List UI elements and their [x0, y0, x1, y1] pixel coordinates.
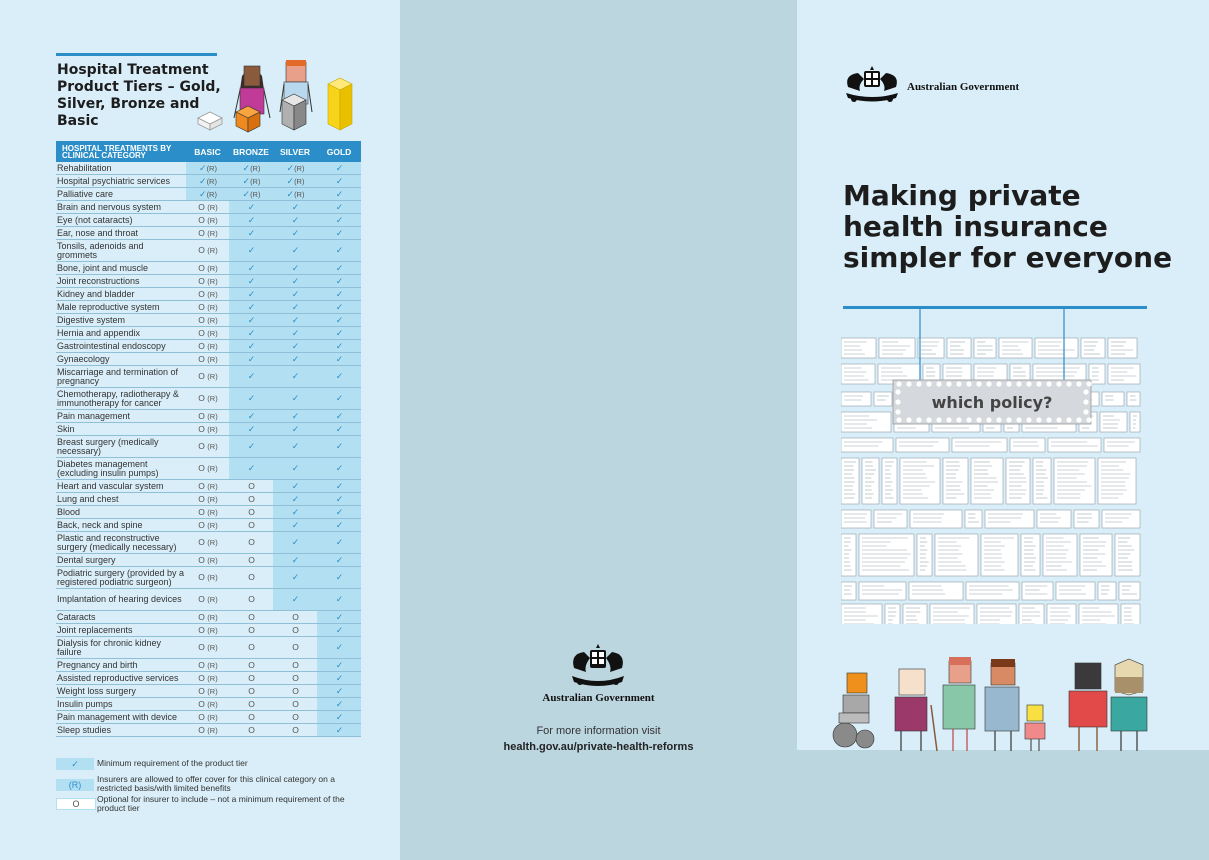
category-name: Cataracts — [56, 611, 186, 624]
basic-cell: O (R) — [186, 532, 229, 554]
silver-cell: ✓ — [273, 275, 317, 288]
legend-r-text: Insurers are allowed to offer cover for this clinical category on a restricted basis/with limited benefits — [97, 774, 335, 793]
silver-cell: ✓ — [273, 366, 317, 388]
table-row — [56, 288, 361, 301]
category-name: Pregnancy and birth — [56, 659, 186, 672]
table-row — [56, 480, 361, 493]
basic-cell: O (R) — [186, 458, 229, 480]
table-row — [56, 214, 361, 227]
silver-cell: ✓ — [273, 227, 317, 240]
bronze-figure — [234, 66, 270, 132]
gold-cell: ✓ — [317, 659, 361, 672]
table-row — [56, 175, 361, 188]
bronze-cell: O — [229, 637, 273, 659]
bronze-cell: O — [229, 672, 273, 685]
gold-cell: ✓ — [317, 506, 361, 519]
silver-cell: ✓ — [273, 353, 317, 366]
table-row — [56, 275, 361, 288]
legend-r-swatch: (R) — [56, 779, 94, 791]
gold-cell: ✓ — [317, 288, 361, 301]
basic-cell: O (R) — [186, 685, 229, 698]
sign-text: which policy? — [931, 393, 1053, 412]
category-name: Chemotherapy, radiotherapy & immunotherapy for cancer — [56, 388, 186, 410]
silver-cell: ✓ — [273, 436, 317, 458]
bronze-cell: O — [229, 519, 273, 532]
category-name: Rehabilitation — [56, 162, 186, 175]
basic-cell: ✓(R) — [186, 175, 229, 188]
gold-cell: ✓ — [317, 227, 361, 240]
category-name: Gastrointestinal endoscopy — [56, 340, 186, 353]
basic-cell: O (R) — [186, 423, 229, 436]
silver-cell: ✓ — [273, 388, 317, 410]
silver-cell: O — [273, 672, 317, 685]
category-name: Miscarriage and termination of pregnancy — [56, 366, 186, 388]
category-name: Pain management — [56, 410, 186, 423]
gold-cell: ✓ — [317, 436, 361, 458]
info-url-link[interactable]: health.gov.au/private-health-reforms — [503, 741, 694, 753]
basic-cell: O (R) — [186, 480, 229, 493]
category-name: Digestive system — [56, 314, 186, 327]
basic-cell: O (R) — [186, 698, 229, 711]
wheelchair-person — [833, 673, 874, 748]
headline: Making private health insurance simpler for everyone — [843, 179, 1173, 274]
middle-panel — [400, 0, 797, 860]
coat-of-arms-icon — [568, 642, 628, 692]
table-row — [56, 314, 361, 327]
category-name: Lung and chest — [56, 493, 186, 506]
bronze-cell: ✓ — [229, 410, 273, 423]
table-row — [56, 506, 361, 519]
basic-cell: O (R) — [186, 659, 229, 672]
bronze-cell: ✓ — [229, 214, 273, 227]
category-name: Male reproductive system — [56, 301, 186, 314]
basic-cell: O (R) — [186, 275, 229, 288]
category-name: Ear, nose and throat — [56, 227, 186, 240]
silver-cell: ✓ — [273, 567, 317, 589]
basic-cell: O (R) — [186, 214, 229, 227]
basic-cell: O (R) — [186, 262, 229, 275]
table-row — [56, 353, 361, 366]
table-header-row — [56, 141, 361, 162]
table-row — [56, 188, 361, 201]
government-name: Australian Government — [907, 81, 1020, 93]
silver-cell: ✓(R) — [273, 188, 317, 201]
legend-o-text: Optional for insurer to include – not a minimum requirement of the product tier — [97, 794, 345, 813]
bronze-cell: O — [229, 554, 273, 567]
gold-cell: ✓ — [317, 458, 361, 480]
basic-cell: O (R) — [186, 340, 229, 353]
category-name: Insulin pumps — [56, 698, 186, 711]
gold-cell: ✓ — [317, 711, 361, 724]
category-name: Heart and vascular system — [56, 480, 186, 493]
bronze-cell: ✓ — [229, 366, 273, 388]
tier-figures-illustration — [190, 56, 365, 140]
family-group — [943, 657, 1045, 751]
category-name: Tonsils, adenoids and grommets — [56, 240, 186, 262]
category-name: Dental surgery — [56, 554, 186, 567]
gold-cell: ✓ — [317, 698, 361, 711]
silver-cell: ✓ — [273, 532, 317, 554]
table-row — [56, 327, 361, 340]
silver-cell: ✓ — [273, 214, 317, 227]
elderly-person — [895, 669, 937, 751]
gold-cell: ✓ — [317, 175, 361, 188]
bronze-cell: O — [229, 589, 273, 611]
table-row — [56, 162, 361, 175]
bronze-cell: ✓(R) — [229, 175, 273, 188]
table-row — [56, 240, 361, 262]
category-name: Blood — [56, 506, 186, 519]
silver-cell: ✓ — [273, 201, 317, 214]
bronze-cell: ✓ — [229, 262, 273, 275]
gold-cell: ✓ — [317, 480, 361, 493]
gold-cell: ✓ — [317, 637, 361, 659]
gold-cell: ✓ — [317, 672, 361, 685]
people-illustration — [831, 655, 1171, 755]
basic-cell: O (R) — [186, 493, 229, 506]
bronze-cell: O — [229, 698, 273, 711]
category-name: Joint replacements — [56, 624, 186, 637]
bronze-cell: ✓ — [229, 458, 273, 480]
category-name: Breast surgery (medically necessary) — [56, 436, 186, 458]
table-row — [56, 519, 361, 532]
gold-cell: ✓ — [317, 724, 361, 737]
table-row — [56, 366, 361, 388]
bronze-cell: O — [229, 567, 273, 589]
basic-cell: O (R) — [186, 227, 229, 240]
basic-cell: O (R) — [186, 410, 229, 423]
legend-o-swatch: O — [56, 798, 96, 810]
silver-cell: O — [273, 724, 317, 737]
table-row — [56, 611, 361, 624]
silver-cell: ✓ — [273, 519, 317, 532]
gold-cell: ✓ — [317, 532, 361, 554]
category-name: Skin — [56, 423, 186, 436]
silver-cell: ✓ — [273, 493, 317, 506]
bronze-cell: ✓(R) — [229, 188, 273, 201]
header-basic: BASIC — [186, 141, 229, 162]
woman-red — [1069, 663, 1107, 751]
person-teal — [1111, 659, 1147, 751]
gold-cell: ✓ — [317, 275, 361, 288]
bronze-cell: ✓ — [229, 353, 273, 366]
bronze-cell: O — [229, 685, 273, 698]
gold-cell: ✓ — [317, 685, 361, 698]
gold-cell: ✓ — [317, 201, 361, 214]
category-name: Sleep studies — [56, 724, 186, 737]
table-row — [56, 436, 361, 458]
silver-cell: ✓(R) — [273, 175, 317, 188]
silver-cell: O — [273, 659, 317, 672]
table-row — [56, 458, 361, 480]
category-name: Plastic and reconstructive surgery (medically necessary) — [56, 532, 186, 554]
basic-cell: O (R) — [186, 519, 229, 532]
basic-cell: O (R) — [186, 637, 229, 659]
table-row — [56, 637, 361, 659]
basic-cell: O (R) — [186, 327, 229, 340]
basic-cell: O (R) — [186, 314, 229, 327]
gold-cell: ✓ — [317, 611, 361, 624]
bronze-cell: O — [229, 624, 273, 637]
right-bottom-band — [797, 750, 1209, 860]
bronze-cell: O — [229, 659, 273, 672]
table-row — [56, 698, 361, 711]
category-name: Hernia and appendix — [56, 327, 186, 340]
basic-cell: ✓(R) — [186, 162, 229, 175]
silver-cell: O — [273, 711, 317, 724]
table-row — [56, 410, 361, 423]
bronze-cell: O — [229, 711, 273, 724]
category-name: Joint reconstructions — [56, 275, 186, 288]
category-name: Kidney and bladder — [56, 288, 186, 301]
silver-cell: ✓(R) — [273, 162, 317, 175]
bronze-cell: ✓ — [229, 327, 273, 340]
silver-cell: O — [273, 698, 317, 711]
policy-documents-illustration — [841, 308, 1147, 624]
table-row — [56, 201, 361, 214]
basic-cell: O (R) — [186, 301, 229, 314]
hospital-treatment-tiers-table — [56, 141, 361, 737]
basic-cell: ✓(R) — [186, 188, 229, 201]
gold-cell: ✓ — [317, 423, 361, 436]
bronze-cell: O — [229, 532, 273, 554]
gold-cell: ✓ — [317, 493, 361, 506]
table-row — [56, 493, 361, 506]
bronze-cell: ✓ — [229, 388, 273, 410]
gold-cell: ✓ — [317, 353, 361, 366]
table-row — [56, 589, 361, 611]
header-silver: SILVER — [273, 141, 317, 162]
table-row — [56, 423, 361, 436]
basic-cell: O (R) — [186, 724, 229, 737]
gold-cell: ✓ — [317, 301, 361, 314]
bronze-cell: O — [229, 611, 273, 624]
bronze-cell: ✓ — [229, 436, 273, 458]
category-name: Implantation of hearing devices — [56, 589, 186, 611]
gold-cell: ✓ — [317, 624, 361, 637]
silver-cell: ✓ — [273, 423, 317, 436]
table-row — [56, 567, 361, 589]
gold-cell: ✓ — [317, 388, 361, 410]
bronze-cell: ✓ — [229, 340, 273, 353]
gold-cell: ✓ — [317, 567, 361, 589]
gold-cell: ✓ — [317, 554, 361, 567]
table-row — [56, 711, 361, 724]
gold-cell: ✓ — [317, 314, 361, 327]
table-row — [56, 532, 361, 554]
left-panel — [0, 0, 400, 860]
government-name: Australian Government — [542, 692, 655, 704]
category-name: Back, neck and spine — [56, 519, 186, 532]
header-category: HOSPITAL TREATMENTS BY CLINICAL CATEGORY — [56, 141, 186, 162]
silver-cell: ✓ — [273, 314, 317, 327]
header-bronze: BRONZE — [229, 141, 273, 162]
table-row — [56, 301, 361, 314]
silver-cell: ✓ — [273, 327, 317, 340]
basic-box — [198, 112, 222, 130]
table-row — [56, 672, 361, 685]
category-name: Assisted reproductive services — [56, 672, 186, 685]
category-name: Podiatric surgery (provided by a registered podiatric surgeon) — [57, 567, 185, 587]
category-name: Gynaecology — [56, 353, 186, 366]
silver-cell: ✓ — [273, 288, 317, 301]
gold-cell: ✓ — [317, 162, 361, 175]
header-gold: GOLD — [317, 141, 361, 162]
table-row — [56, 724, 361, 737]
table-row — [56, 262, 361, 275]
silver-cell: ✓ — [273, 589, 317, 611]
silver-cell: ✓ — [273, 262, 317, 275]
gold-cell: ✓ — [317, 240, 361, 262]
basic-cell: O (R) — [186, 240, 229, 262]
bronze-cell: O — [229, 506, 273, 519]
gold-cell: ✓ — [317, 410, 361, 423]
bronze-cell: ✓(R) — [229, 162, 273, 175]
gold-box — [328, 78, 352, 130]
basic-cell: O (R) — [186, 353, 229, 366]
category-name: Bone, joint and muscle — [56, 262, 186, 275]
gold-cell: ✓ — [317, 262, 361, 275]
silver-cell: ✓ — [273, 301, 317, 314]
silver-cell: ✓ — [273, 554, 317, 567]
coat-of-arms-icon — [842, 65, 902, 107]
gold-cell: ✓ — [317, 214, 361, 227]
table-row — [56, 340, 361, 353]
legend-tick-text: Minimum requirement of the product tier — [97, 758, 248, 768]
basic-cell: O (R) — [186, 201, 229, 214]
basic-cell: O (R) — [186, 567, 229, 589]
tier-table-title: Hospital Treatment Product Tiers – Gold, Silver, Bronze and Basic — [57, 62, 221, 129]
table-row — [56, 554, 361, 567]
category-name: Brain and nervous system — [56, 201, 186, 214]
bronze-cell: ✓ — [229, 288, 273, 301]
silver-cell: ✓ — [273, 458, 317, 480]
table-row — [56, 624, 361, 637]
right-panel — [797, 0, 1209, 860]
gold-cell: ✓ — [317, 188, 361, 201]
table-row — [56, 388, 361, 410]
bronze-cell: O — [229, 493, 273, 506]
gold-cell: ✓ — [317, 327, 361, 340]
bronze-cell: ✓ — [229, 240, 273, 262]
category-name: Diabetes management (excluding insulin pumps) — [56, 458, 186, 480]
silver-cell: ✓ — [273, 240, 317, 262]
bronze-cell: ✓ — [229, 275, 273, 288]
silver-figure — [280, 60, 312, 130]
gold-cell: ✓ — [317, 340, 361, 353]
category-name: Palliative care — [56, 188, 186, 201]
table-body — [56, 162, 361, 737]
silver-cell: ✓ — [273, 340, 317, 353]
basic-cell: O (R) — [186, 589, 229, 611]
gold-cell: ✓ — [317, 589, 361, 611]
category-name: Hospital psychiatric services — [56, 175, 186, 188]
bronze-cell: ✓ — [229, 301, 273, 314]
silver-cell: O — [273, 624, 317, 637]
bronze-cell: O — [229, 724, 273, 737]
silver-cell: O — [273, 611, 317, 624]
info-text: For more information visit — [536, 725, 661, 737]
basic-cell: O (R) — [186, 436, 229, 458]
gold-cell: ✓ — [317, 519, 361, 532]
bronze-cell: ✓ — [229, 201, 273, 214]
basic-cell: O (R) — [186, 506, 229, 519]
basic-cell: O (R) — [186, 672, 229, 685]
silver-cell: ✓ — [273, 506, 317, 519]
silver-cell: O — [273, 685, 317, 698]
legend-tick-swatch: ✓ — [56, 758, 94, 770]
gold-cell: ✓ — [317, 366, 361, 388]
silver-cell: ✓ — [273, 480, 317, 493]
category-name: Eye (not cataracts) — [56, 214, 186, 227]
basic-cell: O (R) — [186, 366, 229, 388]
silver-cell: O — [273, 637, 317, 659]
bronze-cell: O — [229, 480, 273, 493]
basic-cell: O (R) — [186, 611, 229, 624]
table-row — [56, 685, 361, 698]
table-row — [56, 659, 361, 672]
category-name: Pain management with device — [56, 711, 186, 724]
category-name: Weight loss surgery — [56, 685, 186, 698]
category-name: Dialysis for chronic kidney failure — [56, 637, 186, 659]
basic-cell: O (R) — [186, 711, 229, 724]
table-row — [56, 227, 361, 240]
basic-cell: O (R) — [186, 388, 229, 410]
bronze-cell: ✓ — [229, 314, 273, 327]
basic-cell: O (R) — [186, 624, 229, 637]
basic-cell: O (R) — [186, 288, 229, 301]
bronze-cell: ✓ — [229, 423, 273, 436]
bronze-cell: ✓ — [229, 227, 273, 240]
basic-cell: O (R) — [186, 554, 229, 567]
silver-cell: ✓ — [273, 410, 317, 423]
